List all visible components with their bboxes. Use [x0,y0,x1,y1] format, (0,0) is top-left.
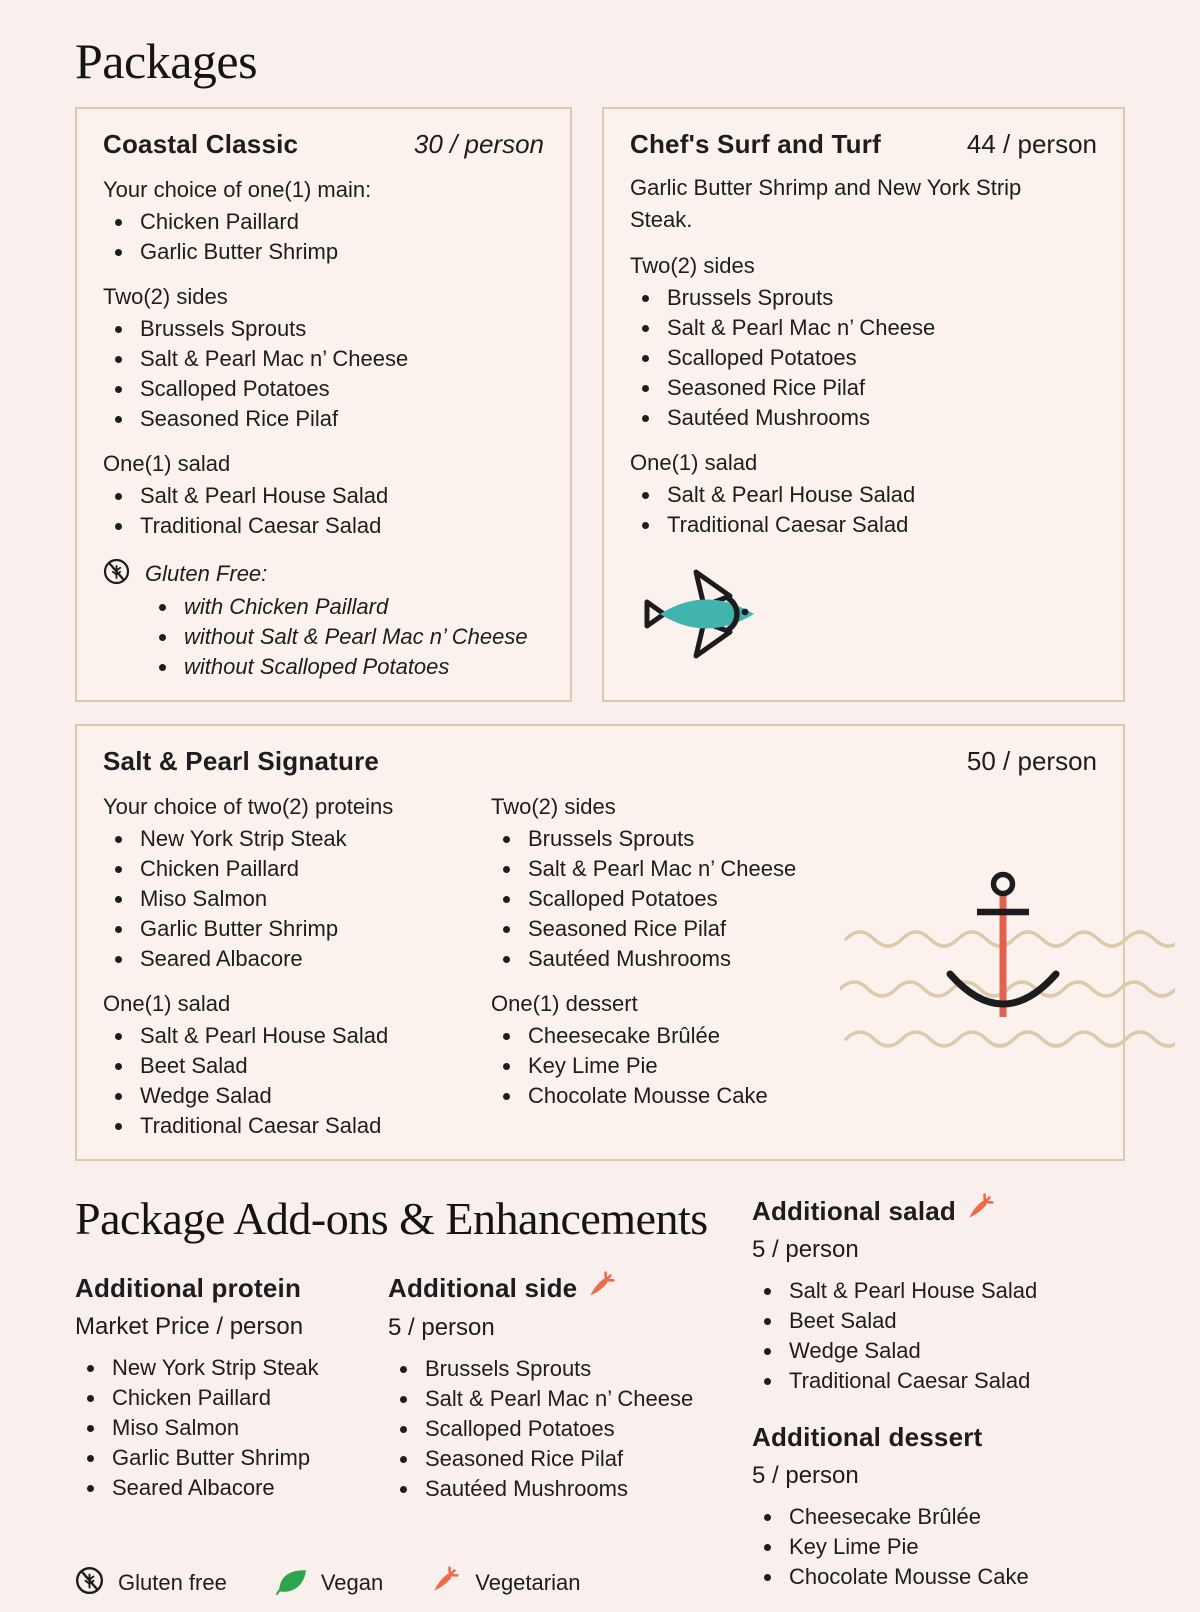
section-label: One(1) salad [103,991,231,1016]
package-name: Coastal Classic [103,129,299,159]
list-item: Key Lime Pie [752,1532,1125,1562]
addon-group-title: Additional protein [75,1272,302,1303]
dietary-legend [75,1566,730,1601]
addon-group-price: Market Price / person [75,1312,304,1340]
list-item: without Salt & Pearl Mac n’ Cheese [147,622,544,652]
signature-columns [103,777,1097,1141]
addon-column-protein [75,1271,388,1504]
addon-group-price: 5 / person [388,1313,495,1341]
list-item: Traditional Caesar Salad [630,510,1097,540]
section-label: Two(2) sides [103,284,228,309]
addon-group-title: Additional dessert [752,1422,983,1452]
list-item: Brussels Sprouts [630,283,1097,313]
item-list [103,1021,491,1141]
addon-group-salad [752,1193,1125,1396]
card-header [630,129,1097,160]
legend-label: Vegetarian [475,1570,581,1596]
signature-column-1 [103,777,491,1141]
addon-group-price: 5 / person [752,1236,859,1263]
list-item: without Scalloped Potatoes [147,652,544,682]
item-list [752,1502,1125,1592]
list-item: Scalloped Potatoes [388,1414,730,1444]
list-item: Chocolate Mousse Cake [491,1081,861,1111]
item-list [103,824,491,974]
list-item: Wedge Salad [752,1336,1125,1366]
addon-group-side [388,1271,730,1504]
list-item: Sautéed Mushrooms [491,944,861,974]
package-price: 30 / person [413,129,544,159]
legend-item-vegan [275,1567,383,1600]
list-item: Garlic Butter Shrimp [75,1443,388,1473]
vegetarian-carrot-icon [587,1271,617,1306]
section-label: Your choice of one(1) main: [103,177,372,202]
list-item: Chicken Paillard [75,1383,388,1413]
item-list [103,481,544,541]
list-item: Chocolate Mousse Cake [752,1562,1125,1592]
gluten-free-note [103,558,544,682]
list-item: Scalloped Potatoes [491,884,861,914]
item-list [103,314,544,434]
addon-group-heading [752,1420,1125,1454]
addons-columns [75,1271,730,1504]
list-item: Beet Salad [103,1051,491,1081]
gluten-free-heading [103,558,544,590]
addons-section [75,1193,1125,1601]
list-item: Miso Salmon [75,1413,388,1443]
list-item: Chicken Paillard [103,207,544,237]
list-item: Salt & Pearl Mac n’ Cheese [103,344,544,374]
vegetarian-carrot-icon [966,1193,996,1228]
addon-group-heading [388,1271,730,1306]
item-list [491,1021,861,1111]
legend-label: Gluten free [118,1570,227,1596]
item-list [630,283,1097,433]
legend-label: Vegan [320,1570,384,1596]
gluten-free-label: Gluten Free: [145,561,268,586]
gluten-free-item-list [147,592,544,682]
package-price: 50 / person [966,746,1097,776]
list-item: Traditional Caesar Salad [752,1366,1125,1396]
vegan-leaf-icon [275,1567,307,1600]
item-list [75,1353,388,1503]
list-item: New York Strip Steak [75,1353,388,1383]
list-item: Brussels Sprouts [103,314,544,344]
list-item: Traditional Caesar Salad [103,511,544,541]
legend-item-gluten-free [75,1566,227,1600]
package-name: Chef's Surf and Turf [630,129,881,159]
gluten-free-icon [103,558,130,590]
list-item: Salt & Pearl House Salad [752,1276,1125,1306]
list-item: Wedge Salad [103,1081,491,1111]
vegetarian-carrot-icon [431,1566,461,1601]
package-card-chefs-surf-and-turf [602,107,1125,702]
list-item: Brussels Sprouts [491,824,861,854]
list-item: Salt & Pearl Mac n’ Cheese [388,1384,730,1414]
list-item: Salt & Pearl House Salad [103,481,544,511]
list-item: Seasoned Rice Pilaf [388,1444,730,1474]
section-label: One(1) salad [630,450,758,475]
package-price: 44 / person [966,129,1097,159]
list-item: Seasoned Rice Pilaf [630,373,1097,403]
addon-group-dessert [752,1420,1125,1592]
list-item: Seasoned Rice Pilaf [103,404,544,434]
addon-group-price: 5 / person [752,1462,859,1489]
list-item: Cheesecake Brûlée [752,1502,1125,1532]
list-item: Seared Albacore [103,944,491,974]
list-item: Seared Albacore [75,1473,388,1503]
addon-group-title: Additional salad [752,1195,957,1226]
addons-left-block [75,1193,730,1601]
addon-group-heading [75,1271,388,1305]
item-list [630,480,1097,540]
list-item: Salt & Pearl Mac n’ Cheese [491,854,861,884]
fish-icon [644,566,768,662]
package-name: Salt & Pearl Signature [103,746,380,776]
list-item: Salt & Pearl House Salad [630,480,1097,510]
packages-row [75,107,1125,702]
list-item: Garlic Butter Shrimp [103,914,491,944]
gluten-free-icon [75,1566,104,1600]
list-item: Miso Salmon [103,884,491,914]
section-label: Your choice of two(2) proteins [103,794,394,819]
section-label: One(1) dessert [491,991,638,1016]
package-card-salt-and-pearl-signature [75,724,1125,1161]
list-item: Scalloped Potatoes [103,374,544,404]
list-item: Traditional Caesar Salad [103,1111,491,1141]
list-item: Chicken Paillard [103,854,491,884]
signature-column-2 [491,777,861,1141]
list-item: Brussels Sprouts [388,1354,730,1384]
addon-group-protein [75,1271,388,1503]
package-card-coastal-classic [75,107,572,702]
section-label: Two(2) sides [491,794,616,819]
list-item: Seasoned Rice Pilaf [491,914,861,944]
item-list [752,1276,1125,1396]
item-list [388,1354,730,1504]
addon-column-side [388,1271,730,1504]
package-description: Garlic Butter Shrimp and New York Strip Steak. [630,175,1022,232]
list-item: Garlic Butter Shrimp [103,237,544,267]
list-item: Salt & Pearl Mac n’ Cheese [630,313,1097,343]
addons-right-block [730,1193,1125,1601]
list-item: Scalloped Potatoes [630,343,1097,373]
card-header [103,129,544,160]
section-label: One(1) salad [103,451,231,476]
legend-item-vegetarian [431,1566,580,1601]
list-item: Beet Salad [752,1306,1125,1336]
page-title: Packages [75,33,258,89]
list-item: with Chicken Paillard [147,592,544,622]
list-item: Sautéed Mushrooms [630,403,1097,433]
addons-title: Package Add-ons & Enhancements [75,1193,708,1244]
list-item: New York Strip Steak [103,824,491,854]
list-item: Salt & Pearl House Salad [103,1021,491,1051]
section-label: Two(2) sides [630,253,755,278]
card-header [103,746,1097,777]
list-item: Sautéed Mushrooms [388,1474,730,1504]
addon-group-title: Additional side [388,1273,578,1304]
list-item: Cheesecake Brûlée [491,1021,861,1051]
item-list [491,824,861,974]
item-list [103,207,544,267]
list-item: Key Lime Pie [491,1051,861,1081]
addon-group-heading [752,1193,1125,1228]
